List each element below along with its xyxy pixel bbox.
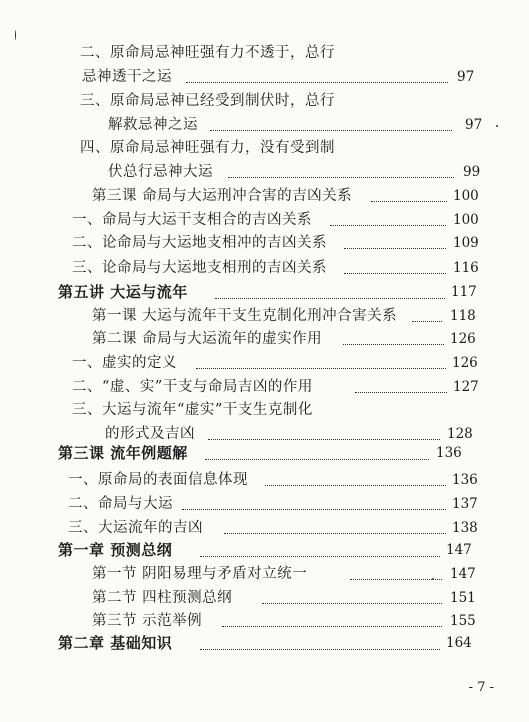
toc-entry-text: 一、原命局的表面信息体现	[68, 472, 248, 488]
toc-page-number: 128	[447, 426, 473, 442]
toc-page-number: 136	[436, 445, 462, 461]
toc-page-number: 127	[453, 379, 479, 395]
dot-leader	[344, 248, 446, 249]
toc-entry-text: 第一课 大运与流年干支生克制化刑冲合害关系	[92, 308, 398, 324]
toc-entry	[92, 187, 352, 205]
toc-entry	[72, 259, 327, 277]
toc-entry	[92, 589, 232, 607]
toc-entry-text: 三、原命局忌神已经受到制伏时，总行	[80, 93, 335, 109]
toc-entry	[80, 44, 335, 62]
toc-page-number: 164	[446, 635, 472, 651]
toc-page-number: 136	[452, 472, 478, 488]
dot-leader	[330, 225, 446, 226]
toc-entry	[72, 401, 313, 419]
dot-leader	[200, 649, 440, 650]
toc-page-number: 97	[457, 69, 475, 85]
toc-entry-text: 三、论命局与大运地支相刑的吉凶关系	[72, 260, 327, 276]
toc-entry-text: 二、原命局忌神旺强有力不透于，总行	[80, 45, 335, 61]
toc-entry	[72, 354, 177, 372]
toc-entry	[105, 425, 195, 443]
toc-entry	[92, 330, 322, 348]
dot-leader	[343, 344, 444, 345]
toc-entry-text: 第五讲 大运与流年	[58, 283, 188, 301]
toc-entry-text: 四、原命局忌神旺强有力，没有受到制	[80, 140, 335, 156]
dot-leader	[182, 509, 446, 510]
toc-entry-text: 第三节 示范举例	[92, 613, 203, 629]
toc-page-number: 138	[452, 520, 478, 536]
dot-leader	[355, 392, 447, 393]
toc-page-number: 97	[465, 117, 483, 133]
toc-page-number: 147	[450, 566, 476, 582]
toc-page-number: 137	[452, 496, 478, 512]
toc-chapter-entry	[58, 541, 172, 559]
dot-leader	[262, 603, 442, 604]
toc-page-number: 126	[450, 331, 476, 347]
toc-chapter-entry	[58, 634, 172, 652]
toc-entry-text: 二、命局与大运	[68, 496, 173, 512]
dot-leader	[205, 459, 429, 460]
toc-entry-text: 二、“虚、实”干支与命局吉凶的作用	[72, 379, 313, 395]
dot-leader	[208, 439, 440, 440]
dot-leader	[371, 201, 447, 202]
toc-entry	[80, 92, 335, 110]
toc-page-number: 126	[452, 355, 478, 371]
toc-page-number: 99	[463, 164, 481, 180]
toc-entry	[68, 519, 203, 537]
toc-entry-text: 忌神透干之运	[82, 69, 172, 85]
toc-entry	[92, 612, 202, 630]
dot-leader	[222, 626, 442, 627]
toc-entry-text: 第二课 命局与大运流年的虚实作用	[92, 331, 323, 347]
dot-leader	[224, 533, 446, 534]
dot-leader	[186, 82, 448, 83]
toc-entry	[92, 307, 397, 325]
scan-speck	[432, 578, 434, 580]
toc-entry-text: 第三课 流年例题解	[58, 444, 188, 462]
toc-entry	[92, 565, 307, 583]
toc-entry	[68, 495, 173, 513]
toc-entry-text: 三、大运流年的吉凶	[68, 520, 203, 536]
toc-entry	[68, 471, 248, 489]
toc-entry	[82, 68, 172, 86]
toc-entry-text: 一、命局与大运干支相合的吉凶关系	[72, 212, 312, 228]
toc-entry-text: 第二章 基础知识	[58, 634, 173, 652]
dot-leader	[215, 298, 445, 299]
toc-entry-text: 伏总行忌神大运	[108, 164, 213, 180]
toc-page-number: 117	[451, 284, 477, 300]
toc-entry-text: 三、大运与流年“虚实”干支生克制化	[72, 402, 313, 418]
toc-entry	[72, 211, 312, 229]
toc-page-number: 116	[453, 260, 479, 276]
toc-page-number: 109	[453, 235, 479, 251]
dot-leader	[412, 321, 442, 322]
dot-leader	[196, 368, 446, 369]
scan-speck	[15, 30, 16, 40]
toc-page-number: 118	[450, 308, 476, 324]
dot-leader	[350, 579, 442, 580]
toc-entry	[72, 234, 327, 252]
dot-leader	[344, 273, 446, 274]
toc-entry	[72, 378, 313, 396]
toc-page-number: 100	[453, 212, 479, 228]
toc-entry	[108, 163, 213, 181]
page-number: - 7 -	[468, 680, 494, 695]
toc-entry-text: 第一章 预测总纲	[58, 541, 173, 559]
toc-page-number: 147	[446, 542, 472, 558]
toc-entry-text: 第三课 命局与大运刑冲合害的吉凶关系	[92, 188, 353, 204]
dot-leader	[265, 485, 446, 486]
toc-entry	[80, 139, 335, 157]
toc-page-number: 155	[450, 613, 476, 629]
toc-entry-text: 解救忌神之运	[108, 117, 198, 133]
dot-leader	[210, 130, 452, 131]
dot-leader	[228, 177, 454, 178]
toc-entry-text: 的形式及吉凶	[105, 426, 195, 442]
toc-entry-text: 二、论命局与大运地支相冲的吉凶关系	[72, 235, 327, 251]
toc-chapter-entry	[58, 283, 188, 301]
toc-entry-text: 第二节 四柱预测总纲	[92, 590, 233, 606]
toc-entry-text: 一、虚实的定义	[72, 355, 177, 371]
toc-entry-text: 第一节 阴阳易理与矛盾对立统一	[92, 566, 308, 582]
dot-leader	[200, 556, 440, 557]
toc-page-number: 100	[453, 188, 479, 204]
toc-entry	[108, 116, 198, 134]
toc-page-number: 151	[450, 590, 476, 606]
scan-speck	[496, 125, 498, 127]
toc-chapter-entry	[58, 444, 188, 462]
